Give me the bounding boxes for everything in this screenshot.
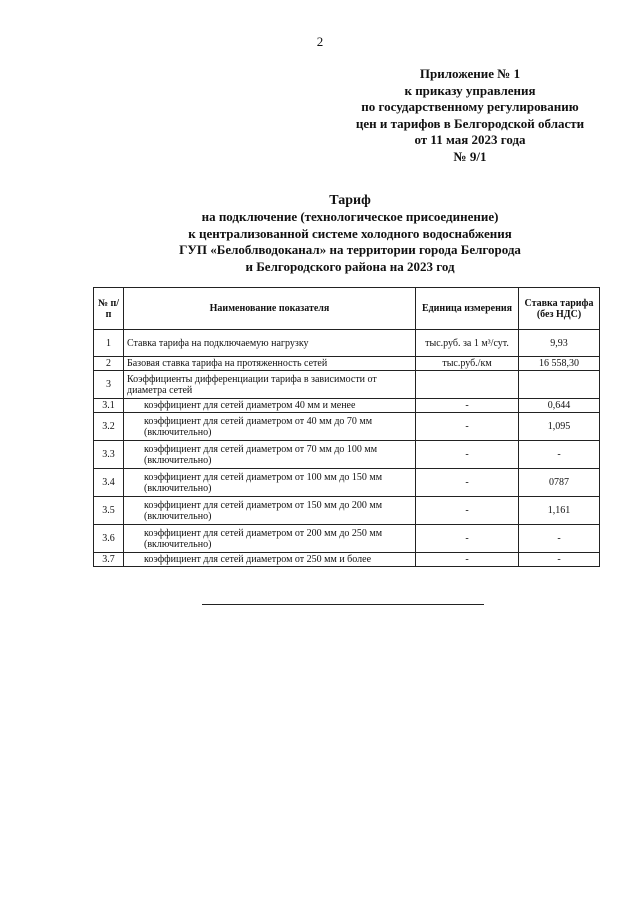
title-line: к централизованной системе холодного водоснабжения: [188, 225, 512, 241]
indicator-name-cell: коэффициент для сетей диаметром от 250 мм и более: [124, 553, 416, 567]
row-number-cell: 3.4: [94, 469, 124, 497]
indicator-name-cell: Базовая ставка тарифа на протяженность сетей: [124, 357, 416, 371]
table-row: [94, 469, 600, 497]
table-row: [94, 357, 600, 371]
tariff-table: [93, 287, 600, 567]
row-number-cell: 3.2: [94, 413, 124, 441]
annex-line: к приказу управления: [404, 82, 536, 98]
annex-block: [330, 66, 610, 166]
row-number-cell: 3.3: [94, 441, 124, 469]
rate-cell: 1,161: [519, 497, 600, 525]
table-row: [94, 330, 600, 357]
indicator-name-cell: коэффициент для сетей диаметром от 40 мм до 70 мм (включительно): [124, 413, 416, 441]
indicator-name-cell: Ставка тарифа на подключаемую нагрузку: [124, 330, 416, 357]
unit-cell: тыс.руб. за 1 м³/сут.: [416, 330, 519, 357]
document-title: [60, 193, 640, 275]
header-num: № п/п: [94, 288, 124, 330]
unit-cell: -: [416, 553, 519, 567]
table-row: [94, 525, 600, 553]
header-rate: Ставка тарифа (без НДС): [519, 288, 600, 330]
unit-cell: -: [416, 469, 519, 497]
unit-cell: -: [416, 399, 519, 413]
table-row: [94, 413, 600, 441]
header-name: Наименование показателя: [124, 288, 416, 330]
row-number-cell: 2: [94, 357, 124, 371]
row-number-cell: 1: [94, 330, 124, 357]
row-number-cell: 3.6: [94, 525, 124, 553]
title-line: на подключение (технологическое присоединение): [201, 209, 499, 225]
table-row: [94, 399, 600, 413]
rate-cell: 0,644: [519, 399, 600, 413]
title-line: и Белгородского района на 2023 год: [245, 258, 455, 274]
rate-cell: 1,095: [519, 413, 600, 441]
row-number-cell: 3.7: [94, 553, 124, 567]
table-row: [94, 371, 600, 399]
rate-cell: 16 558,30: [519, 357, 600, 371]
title-line: ГУП «Белоблводоканал» на территории города Белгорода: [179, 242, 521, 258]
rate-cell: -: [519, 441, 600, 469]
annex-line: по государственному регулированию: [361, 99, 579, 115]
header-unit: Единица измерения: [416, 288, 519, 330]
indicator-name-cell: коэффициент для сетей диаметром от 150 мм до 200 мм (включительно): [124, 497, 416, 525]
indicator-name-cell: коэффициент для сетей диаметром от 100 мм до 150 мм (включительно): [124, 469, 416, 497]
indicator-name-cell: коэффициент для сетей диаметром от 70 мм до 100 мм (включительно): [124, 441, 416, 469]
annex-line: цен и тарифов в Белгородской области: [355, 115, 585, 131]
indicator-name-cell: Коэффициенты дифференциации тарифа в зависимости от диаметра сетей: [124, 371, 416, 399]
row-number-cell: 3.5: [94, 497, 124, 525]
rate-cell: -: [519, 553, 600, 567]
rate-cell: -: [519, 525, 600, 553]
rate-cell: 9,93: [519, 330, 600, 357]
unit-cell: тыс.руб./км: [416, 357, 519, 371]
annex-line: № 9/1: [453, 148, 487, 164]
closing-rule: [202, 604, 484, 605]
unit-cell: -: [416, 525, 519, 553]
unit-cell: -: [416, 413, 519, 441]
unit-cell: -: [416, 497, 519, 525]
title-line: Тариф: [329, 193, 371, 208]
table-row: [94, 441, 600, 469]
table-row: [94, 497, 600, 525]
indicator-name-cell: коэффициент для сетей диаметром от 200 мм до 250 мм (включительно): [124, 525, 416, 553]
unit-cell: -: [416, 441, 519, 469]
table-row: [94, 553, 600, 567]
row-number-cell: 3.1: [94, 399, 124, 413]
page-number: 2: [316, 34, 324, 49]
row-number-cell: 3: [94, 371, 124, 399]
table-body: [94, 330, 600, 567]
table-header-row: [94, 288, 600, 330]
rate-cell: [519, 371, 600, 399]
unit-cell: [416, 371, 519, 399]
annex-line: Приложение № 1: [419, 66, 521, 81]
annex-line: от 11 мая 2023 года: [414, 132, 526, 148]
indicator-name-cell: коэффициент для сетей диаметром 40 мм и менее: [124, 399, 416, 413]
rate-cell: 0787: [519, 469, 600, 497]
